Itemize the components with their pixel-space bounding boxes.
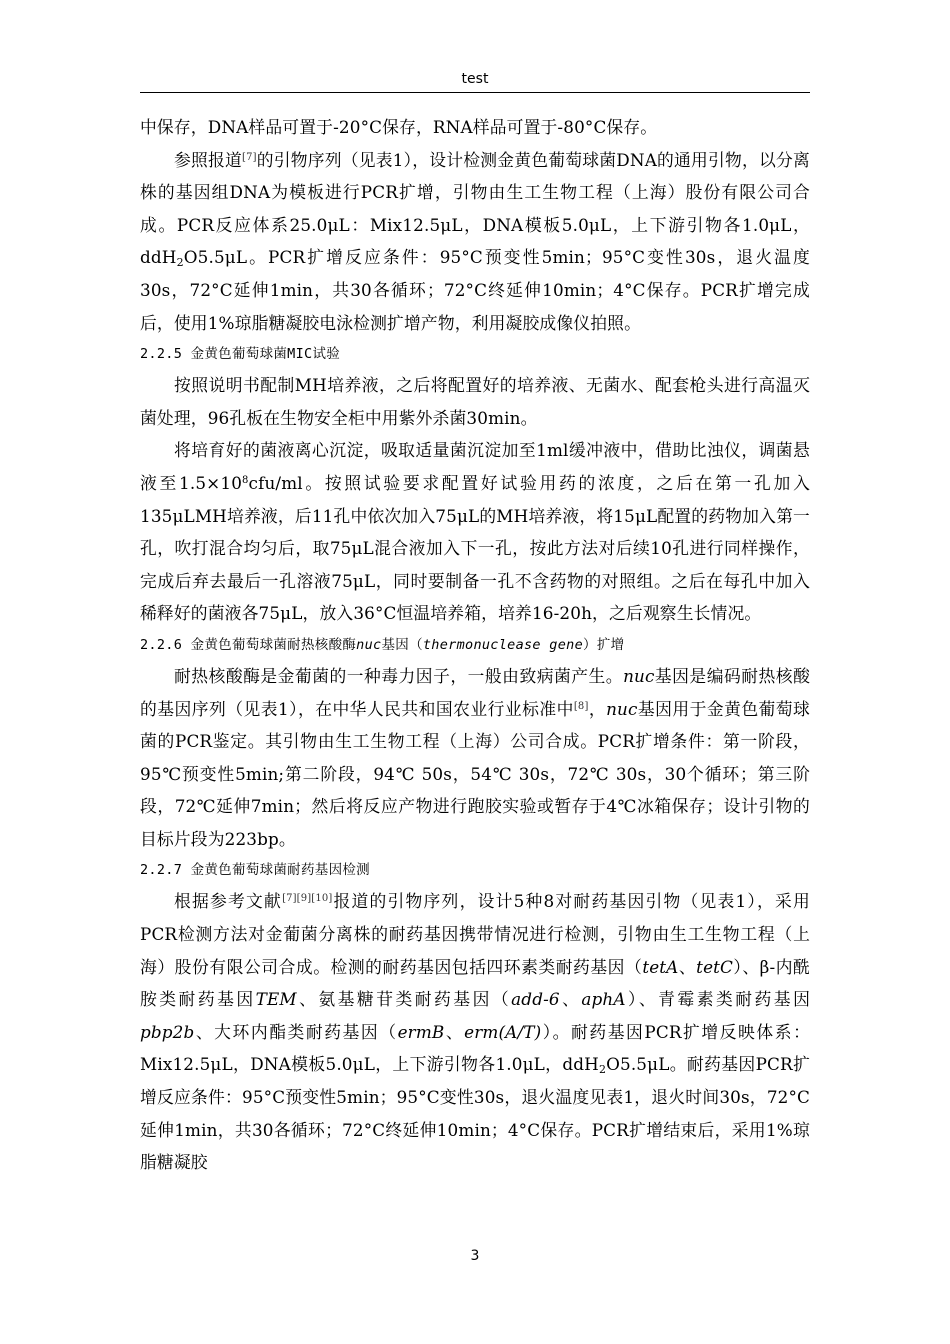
text-run: 参照报道 — [174, 149, 243, 170]
gene-name: aphA — [581, 989, 626, 1010]
text-run: ， — [588, 698, 607, 719]
text-run: ）。耐药基因PCR扩增反映体系：Mix12.5μL，DNA模板5.0μL，上下游引物各1.0μL，ddH — [140, 1021, 810, 1075]
gene-name: nuc — [356, 636, 382, 653]
text-run: ）、β-内酰胺类耐药基因 — [140, 956, 810, 1010]
section-heading-2-2-5: 2.2.5 金黄色葡萄球菌MIC试验 — [140, 346, 341, 363]
citation-ref[interactable]: [7] — [242, 151, 257, 163]
superscript-exponent: 8 — [242, 474, 249, 486]
heading-text: ）扩增 — [583, 636, 625, 653]
text-run: 、大环内酯类耐药基因（ — [194, 1021, 398, 1042]
gene-name: tetA — [642, 956, 679, 977]
text-run: O5.5μL。耐药基因PCR扩增反应条件：95°C预变性5min；95°C变性30s，退火温度见表1，退火时间30s，72°C延伸1min，共30各循环；72°C终延伸10min；4°C保存。PCR扩增结束后，采用1%琼脂糖凝胶 — [140, 1054, 810, 1173]
paragraph-text: 中保存，DNA样品可置于-20°C保存，RNA样品可置于-80°C保存。 — [140, 117, 658, 137]
text-run: 耐热核酸酶是金葡菌的一种毒力因子，一般由致病菌产生。 — [174, 665, 624, 686]
english-term: thermonuclease gene — [422, 636, 584, 653]
text-run: O5.5μL。PCR扩增反应条件：95°C预变性5min；95°C变性30s，退火温度30s，72°C延伸1min，共30各循环；72°C终延伸10min；4°C保存。PCR扩增完成后，使用1%琼脂糖凝胶电泳检测扩增产物，利用凝胶成像仪拍照。 — [140, 247, 810, 333]
subscript: 2 — [176, 256, 184, 270]
gene-name: ermB — [397, 1021, 445, 1042]
text-run: 基因是编码耐热核酸的基因序列（见表1），在中华人民共和国农业行业标准中 — [140, 665, 810, 719]
section-heading-2-2-6 — [140, 630, 810, 660]
text-run: 、氨基糖苷类耐药基因（ — [296, 989, 512, 1010]
citation-ref[interactable]: [7][9][10] — [282, 893, 333, 905]
text-run: 基因用于金黄色葡萄球菌的PCR鉴定。其引物由生工生物工程（上海）公司合成。PCR扩增条件：第一阶段，95℃预变性5min;第二阶段，94℃ 50s，54℃ 30s，72℃ 30s，30个循环；第三阶段，72℃延伸7min；然后将反应产物进行跑胶实验或暂存于4℃冰箱保存；设计引物的目标片段为223bp。 — [140, 698, 810, 849]
paragraph-mic-procedure — [140, 434, 810, 630]
page-number: 3 — [470, 1248, 480, 1264]
gene-name: TEM — [255, 989, 297, 1010]
gene-name: add-6 — [511, 989, 560, 1010]
header-divider — [140, 92, 810, 93]
gene-name: tetC — [696, 956, 734, 977]
text-run: 、 — [559, 989, 582, 1010]
text-run: 、 — [444, 1021, 465, 1042]
paragraph-continuation — [140, 111, 810, 144]
subscript: 2 — [598, 1063, 607, 1077]
running-header: test — [461, 71, 489, 87]
paragraph-pcr-method — [140, 144, 810, 340]
paragraph-resistance-genes — [140, 885, 810, 1178]
paragraph-text: 按照说明书配制MH培养液，之后将配置好的培养液、无菌水、配套枪头进行高温灭菌处理，96孔板在生物安全柜中用紫外杀菌30min。 — [140, 375, 810, 428]
gene-name: nuc — [623, 665, 655, 686]
paragraph-mh-medium — [140, 369, 810, 434]
text-run: 报道的引物序列，设计5种8对耐药基因引物（见表1），采用PCR检测方法对金葡菌分离株的耐药基因携带情况进行检测，引物由生工生物工程（上海）股份有限公司合成。检测的耐药基因包括四环素类耐药基因（ — [140, 891, 810, 977]
text-run: 的引物序列（见表1），设计检测金黄色葡萄球菌DNA的通用引物，以分离株的基因组DNA为模板进行PCR扩增，引物由生工生物工程（上海）股份有限公司合成。PCR反应体系25.0μL：Mix12.5μL，DNA模板5.0μL，上下游引物各1.0μL，ddH — [140, 149, 810, 268]
gene-name: pbp2b — [140, 1021, 195, 1042]
text-run: 将培育好的菌液离心沉淀，吸取适量菌沉淀加至1ml缓冲液中，借助比浊仪，调菌悬液至1.5×10 — [140, 440, 810, 493]
document-body — [140, 111, 810, 1179]
heading-text: 2.2.6 金黄色葡萄球菌耐热核酸酶 — [140, 636, 357, 653]
text-run: cfu/ml。按照试验要求配置好试验用药的浓度，之后在第一孔加入135μLMH培养液，后11孔中依次加入75μL的MH培养液，将15μL配置的药物加入第一孔，吹打混合均匀后，取75μL混合液加入下一孔，按此方法对后续10孔进行同样操作，完成后弃去最后一孔溶液75μL，同时要制备一孔不含药物的对照组。之后在每孔中加入稀释好的菌液各75μL，放入36°C恒温培养箱，培养16-20h，之后观察生长情况。 — [140, 472, 810, 624]
text-run: 根据参考文献 — [174, 891, 283, 912]
heading-text: 基因（ — [381, 636, 423, 653]
citation-ref[interactable]: [8] — [573, 700, 589, 712]
paragraph-nuc-gene — [140, 660, 810, 856]
section-heading-2-2-7: 2.2.7 金黄色葡萄球菌耐药基因检测 — [140, 862, 370, 879]
gene-name: erm(A/T) — [464, 1021, 542, 1042]
gene-name: nuc — [606, 698, 638, 719]
text-run: 、 — [678, 956, 697, 977]
text-run: ）、青霉素类耐药基因 — [625, 989, 811, 1010]
